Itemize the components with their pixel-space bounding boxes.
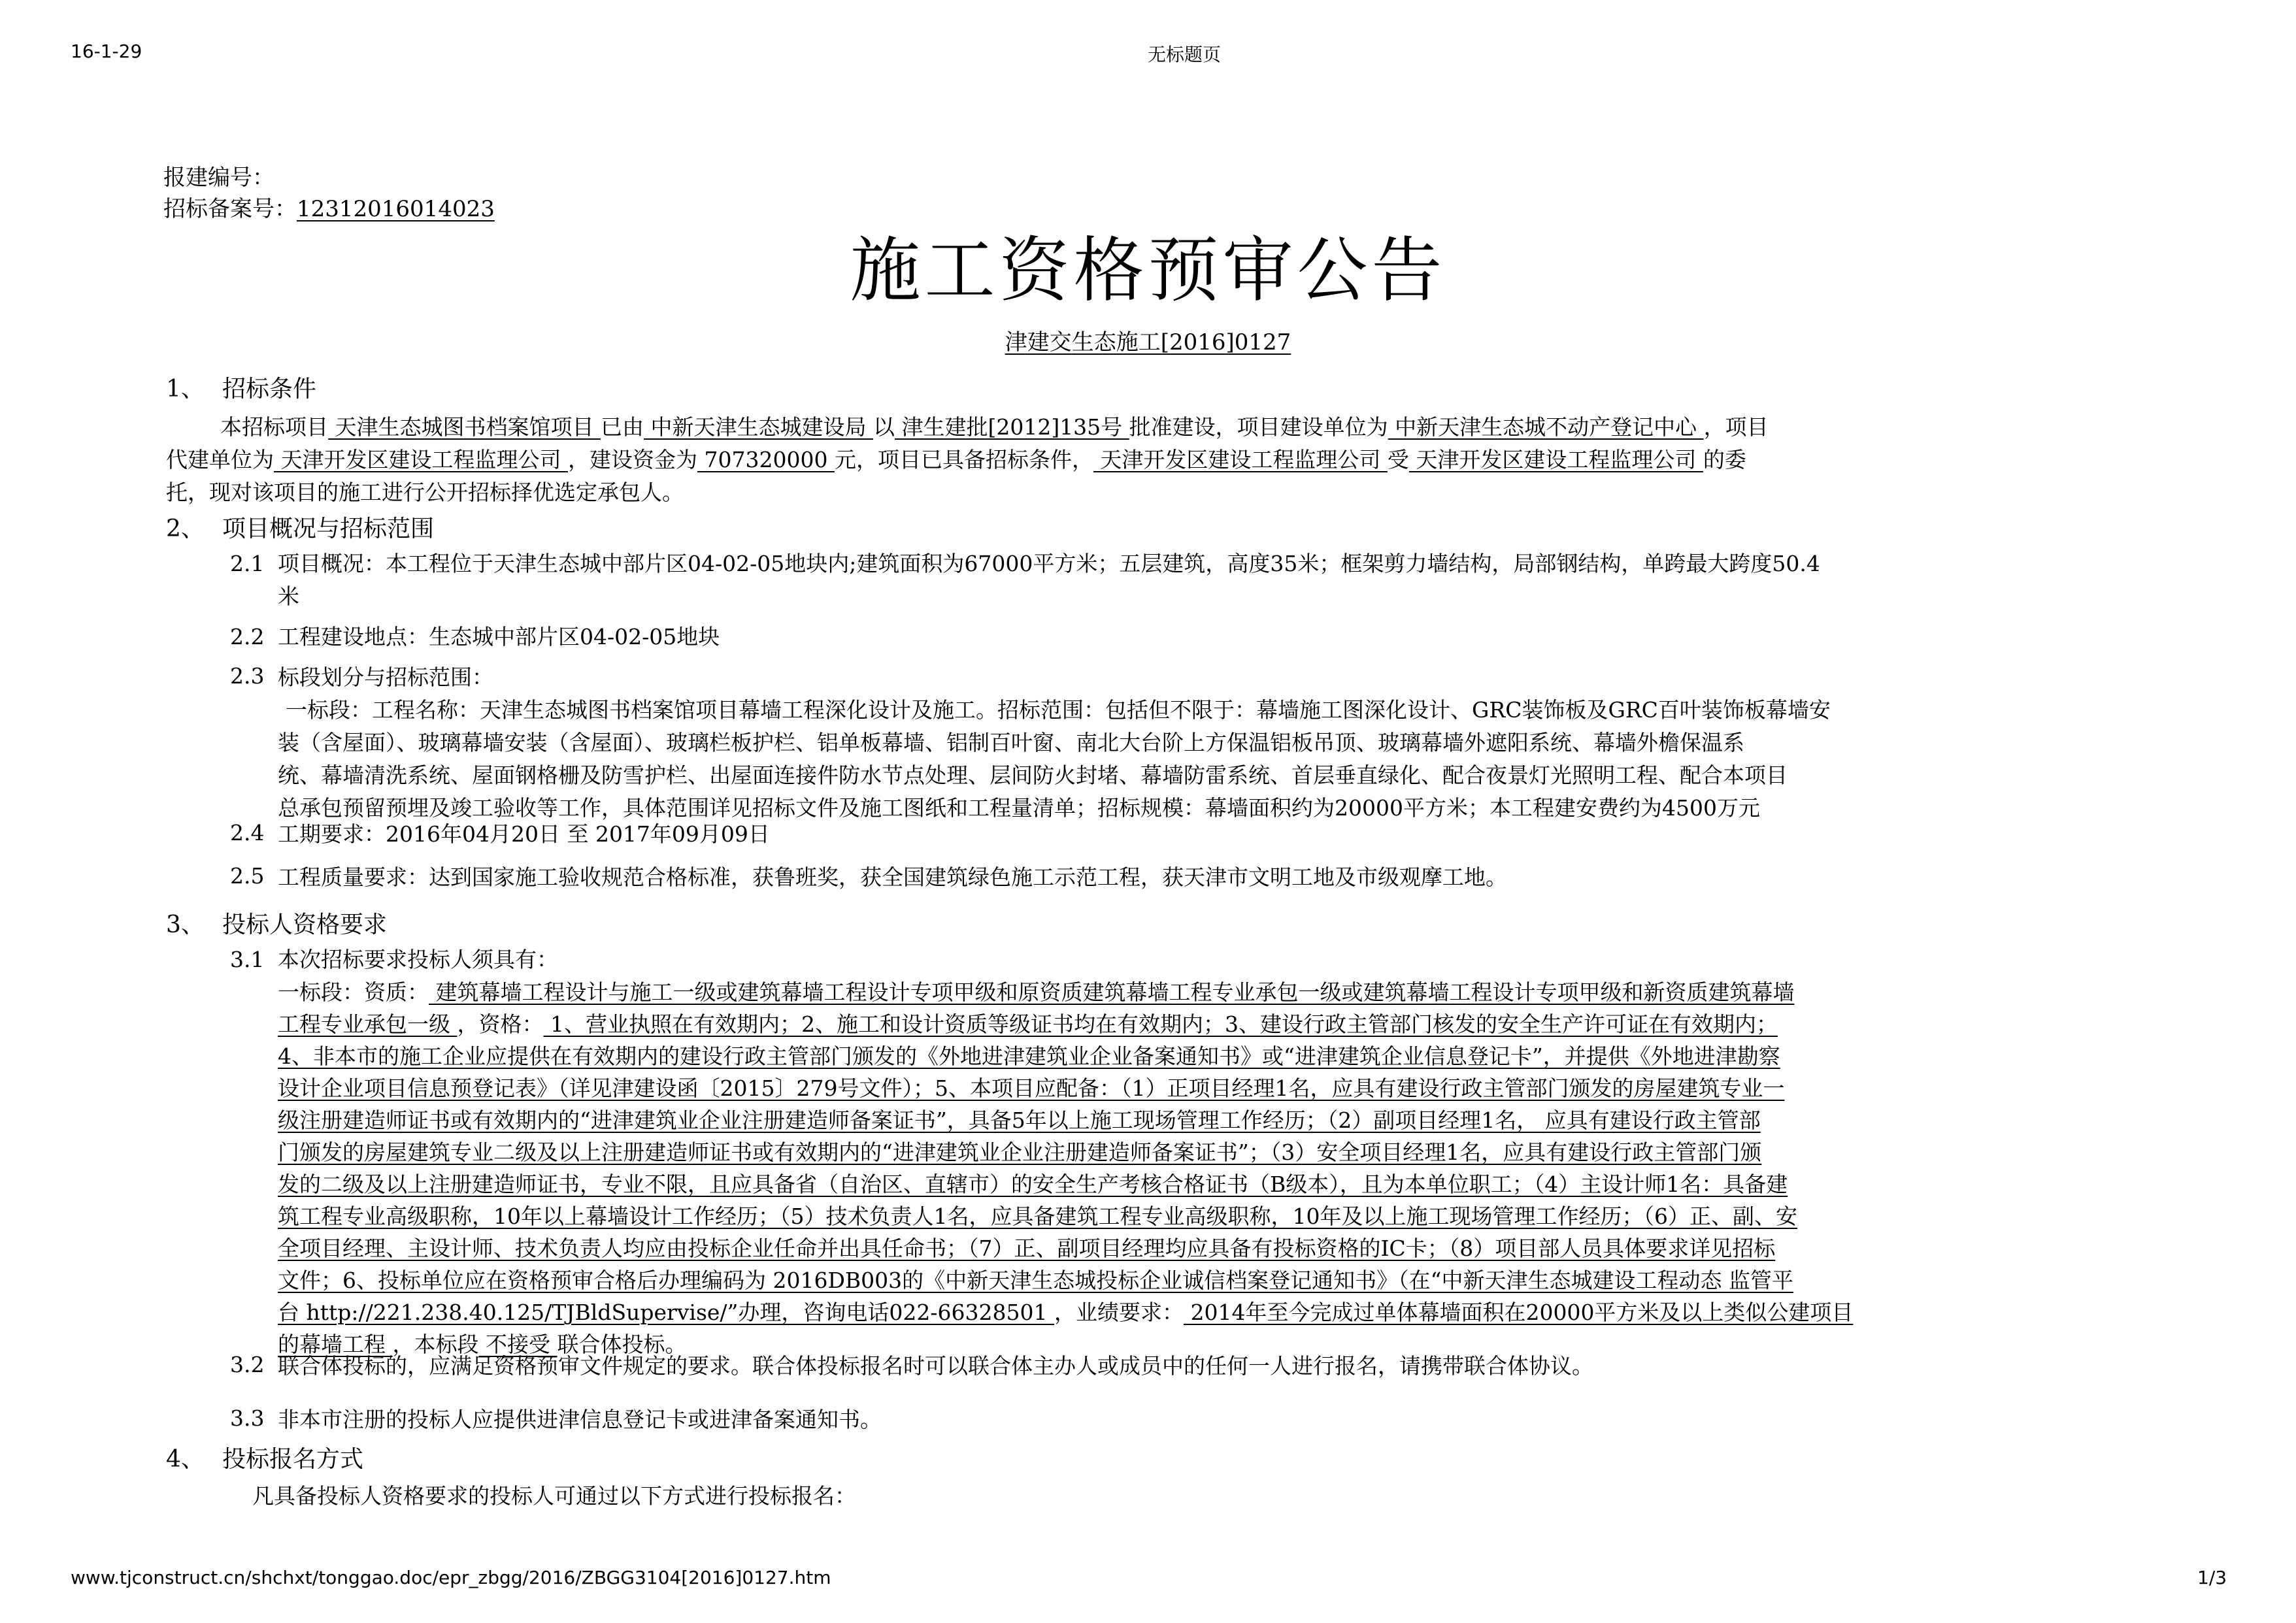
- header-title: 无标题页: [1148, 44, 1222, 65]
- header-date: 16-1-29: [71, 41, 142, 62]
- bid-registration-label: 报建编号：: [163, 165, 275, 191]
- item-3-1-text: 本次招标要求投标人须具有：: [278, 947, 558, 972]
- item-2-5-number: 2.5: [230, 863, 265, 889]
- item-3-2-text: 联合体投标的，应满足资格预审文件规定的要求。联合体投标报名时可以联合体主办人或成员中的任何一人进行报名，请携带联合体协议。: [278, 1353, 1593, 1379]
- bid-filing-row: [163, 193, 495, 225]
- section-1-line-3: 托，现对该项目的施工进行公开招标择优选定承包人。: [166, 480, 684, 505]
- footer-page-number: 1/3: [2197, 1567, 2227, 1588]
- item-2-1-text: 项目概况：本工程位于天津生态城中部片区04-02-05地块内;建筑面积为67000平方米；五层建筑，高度35米；框架剪力墙结构，局部钢结构，单跨最大跨度50.4 米: [278, 551, 1820, 609]
- item-2-2-text: 工程建设地点：生态城中部片区04-02-05地块: [278, 624, 720, 649]
- section-4-line: 凡具备投标人资格要求的投标人可通过以下方式进行投标报名：: [252, 1483, 856, 1509]
- item-3-1-number: 3.1: [230, 947, 265, 972]
- qualification-block: 一标段：资质： 建筑幕墙工程设计与施工一级或建筑幕墙工程设计专项甲级和原资质建筑幕墙工程专业承包一级或建筑幕墙工程设计专项甲级和新资质建筑幕墙 工程专业承包一级 ，资格： 1、营业执照在有效期内；2、施工和设计资质等级证书均在有效期内；3、建设行政主管部门核发的安全生产许可证在有效期内； 4、非本市的施工企业应提供在有效期内的建设行政主管部门颁发的《外地进津建筑业企业备案通知书》或“进津建筑企业信息登记卡”，并提供《外地进津勘察 设计企业项目信息预登记表》（详见津建设函〔2015〕279号文件）；5、本项目应配备：（1）正项目经理1名，应具有建设行政主管部门颁发的房屋建筑专业一 级注册建造师证书或有效期内的“进津建筑业企业注册建造师备案证书”，具备5年以上施工现场管理工作经历；（2）副项目经理1名， 应具有建设行政主管部 门颁发的房屋建筑专业二级及以上注册建造师证书或有效期内的“进津建筑业企业注册建造师备案证书”；（3）安全项目经理1名，应具有建设行政主管部门颁 发的二级及以上注册建造师证书，专业不限，且应具备省（自治区、直辖市）的安全生产考核合格证书（B级本），且为本单位职工；（4）主设计师1名：具备建 筑工程专业高级职称，10年以上幕墙设计工作经历；（5）技术负责人1名，应具备建筑工程专业高级职称，10年及以上施工现场管理工作经历；（6）正、副、安 全项目经理、主设计师、技术负责人均应由投标企业任命并出具任命书；（7）正、副项目经理均应具备有投标资格的IC卡；（8）项目部人员具体要求详见招标 文件；6、投标单位应在资格预审合格后办理编码为 2016DB003的《中新天津生态城投标企业诚信档案登记通知书》（在“中新天津生态城建设工程动态 监管平 台 http://221.238.40.125/TJBldSupervise/”办理，咨询电话022-66328501 ，业绩要求： 2014年至今完成过单体幕墙面积在20000平方米及以上类似公建项目 的幕墙工程 ，本标段 不接受 联合体投标。: [278, 979, 1854, 1357]
- item-2-3-number: 2.3: [230, 663, 265, 689]
- footer-url: www.tjconstruct.cn/shchxt/tonggao.doc/epr_zbgg/2016/ZBGG3104[2016]0127.htm: [71, 1567, 831, 1588]
- item-2-2-number: 2.2: [230, 624, 265, 649]
- section-3-heading: 3、 投标人资格要求: [166, 911, 388, 938]
- item-3-3-text: 非本市注册的投标人应提供进津信息登记卡或进津备案通知书。: [278, 1407, 882, 1432]
- section-1-heading: 1、 招标条件: [166, 376, 317, 402]
- section-4-heading: 4、 投标报名方式: [166, 1446, 364, 1473]
- item-2-4-number: 2.4: [230, 820, 265, 845]
- bid-filing-number: 12312016014023: [297, 196, 495, 222]
- item-2-3-text: 标段划分与招标范围： 一标段：工程名称：天津生态城图书档案馆项目幕墙工程深化设计及施工。招标范围：包括但不限于：幕墙施工图深化设计、GRC装饰板及GRC百叶装饰板幕墙安 装（含屋面）、玻璃幕墙安装（含屋面）、玻璃栏板护栏、铝单板幕墙、铝制百叶窗、南北大台阶上方保温铝板吊顶、玻璃幕墙外遮阳系统、幕墙外檐保温系 统、幕墙清洗系统、屋面钢格栅及防雪护栏、出屋面连接件防水节点处理、层间防火封堵、幕墙防雷系统、首层垂直绿化、配合夜景灯光照明工程、配合本项目 总承包预留预埋及竣工验收等工作，具体范围详见招标文件及施工图纸和工程量清单；招标规模：幕墙面积约为20000平方米；本工程建安费约为4500万元: [278, 664, 1831, 821]
- page-title: 施工资格预审公告: [850, 230, 1446, 312]
- section-2-heading: 2、 项目概况与招标范围: [166, 516, 435, 542]
- section-1-line-1: 本招标项目 天津生态城图书档案馆项目 已由 中新天津生态城建设局 以 津生建批[2012]135号 批准建设，项目建设单位为 中新天津生态城不动产登记中心 ，项目: [220, 414, 1769, 440]
- item-2-1-number: 2.1: [230, 551, 265, 576]
- section-1-line-2: 代建单位为 天津开发区建设工程监理公司 ，建设资金为 707320000 元，项目已具备招标条件， 天津开发区建设工程监理公司 受 天津开发区建设工程监理公司 的委: [166, 447, 1746, 472]
- bid-filing-label: 招标备案号：: [163, 196, 297, 222]
- item-3-2-number: 3.2: [230, 1352, 265, 1377]
- item-2-5-text: 工程质量要求：达到国家施工验收规范合格标准，获鲁班奖，获全国建筑绿色施工示范工程，获天津市文明工地及市级观摩工地。: [278, 864, 1507, 890]
- document-number: 津建交生态施工[2016]0127: [1005, 329, 1291, 355]
- item-2-4-text: 工期要求：2016年04月20日 至 2017年09月09日: [278, 821, 770, 847]
- item-3-3-number: 3.3: [230, 1405, 265, 1431]
